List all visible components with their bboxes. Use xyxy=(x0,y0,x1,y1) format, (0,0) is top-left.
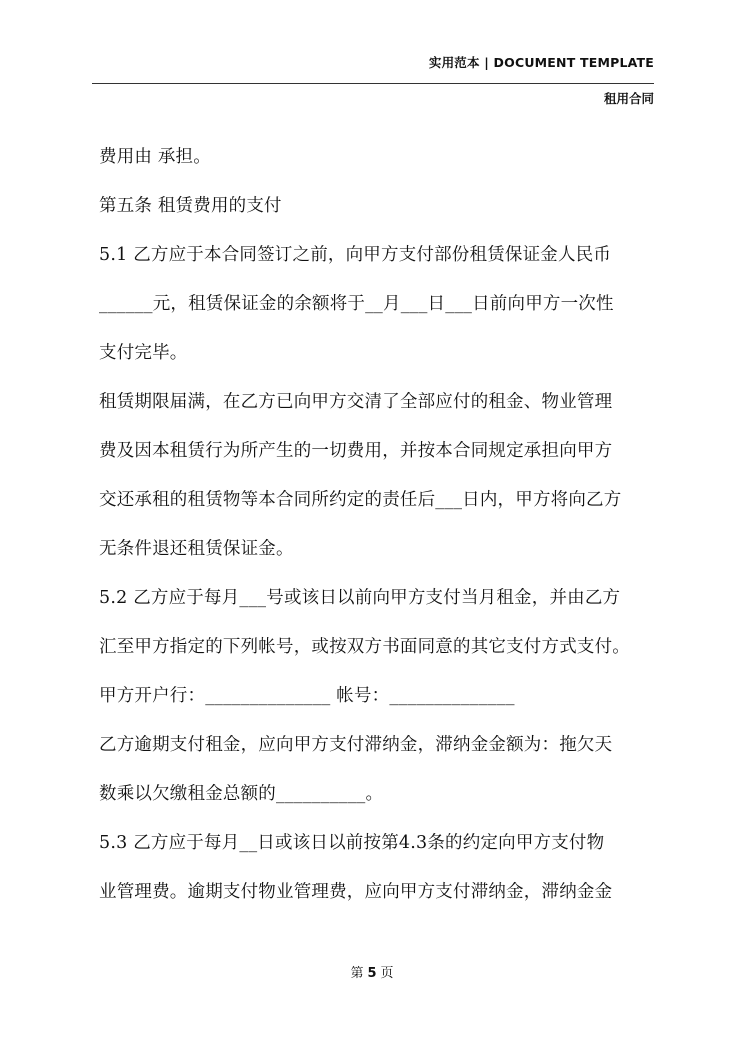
body-line: 业管理费。逾期支付物业管理费，应向甲方支付滞纳金，滞纳金金 xyxy=(99,882,613,902)
header-template-label: 实用范本 | DOCUMENT TEMPLATE xyxy=(428,55,654,70)
body-line: 5.3 乙方应于每月__日或该日以前按第4.3条的约定向甲方支付物 xyxy=(99,833,605,853)
body-line: 无条件退还租赁保证金。 xyxy=(99,539,294,559)
body-line: 5.2 乙方应于每月___号或该日以前向甲方支付当月租金，并由乙方 xyxy=(99,588,621,608)
header-divider xyxy=(92,83,654,84)
body-line: 汇至甲方指定的下列帐号，或按双方书面同意的其它支付方式支付。 xyxy=(99,637,630,657)
page-suffix: 页 xyxy=(380,966,394,981)
body-line: ______元，租赁保证金的余额将于__月___日___日前向甲方一次性 xyxy=(99,294,614,314)
body-line: 租赁期限届满，在乙方已向甲方交清了全部应付的租金、物业管理 xyxy=(99,392,613,412)
page-prefix: 第 xyxy=(350,966,364,981)
body-line: 甲方开户行：______________ 帐号：______________ xyxy=(99,686,515,706)
document-title: 租用合同 xyxy=(603,91,654,106)
body-line: 数乘以欠缴租金总额的__________。 xyxy=(99,784,384,804)
page-number: 5 xyxy=(367,966,377,981)
page-footer xyxy=(0,962,744,981)
body-line: 5.1 乙方应于本合同签订之前，向甲方支付部份租赁保证金人民币 xyxy=(99,245,612,265)
body-line: 支付完毕。 xyxy=(99,343,188,363)
body-line: 费及因本租赁行为所产生的一切费用，并按本合同规定承担向甲方 xyxy=(99,441,613,461)
body-line: 费用由 承担。 xyxy=(99,147,211,167)
section-heading: 第五条 租赁费用的支付 xyxy=(99,196,282,216)
body-line: 乙方逾期支付租金，应向甲方支付滞纳金，滞纳金金额为：拖欠天 xyxy=(99,735,613,755)
body-line: 交还承租的租赁物等本合同所约定的责任后___日内，甲方将向乙方 xyxy=(99,490,622,510)
